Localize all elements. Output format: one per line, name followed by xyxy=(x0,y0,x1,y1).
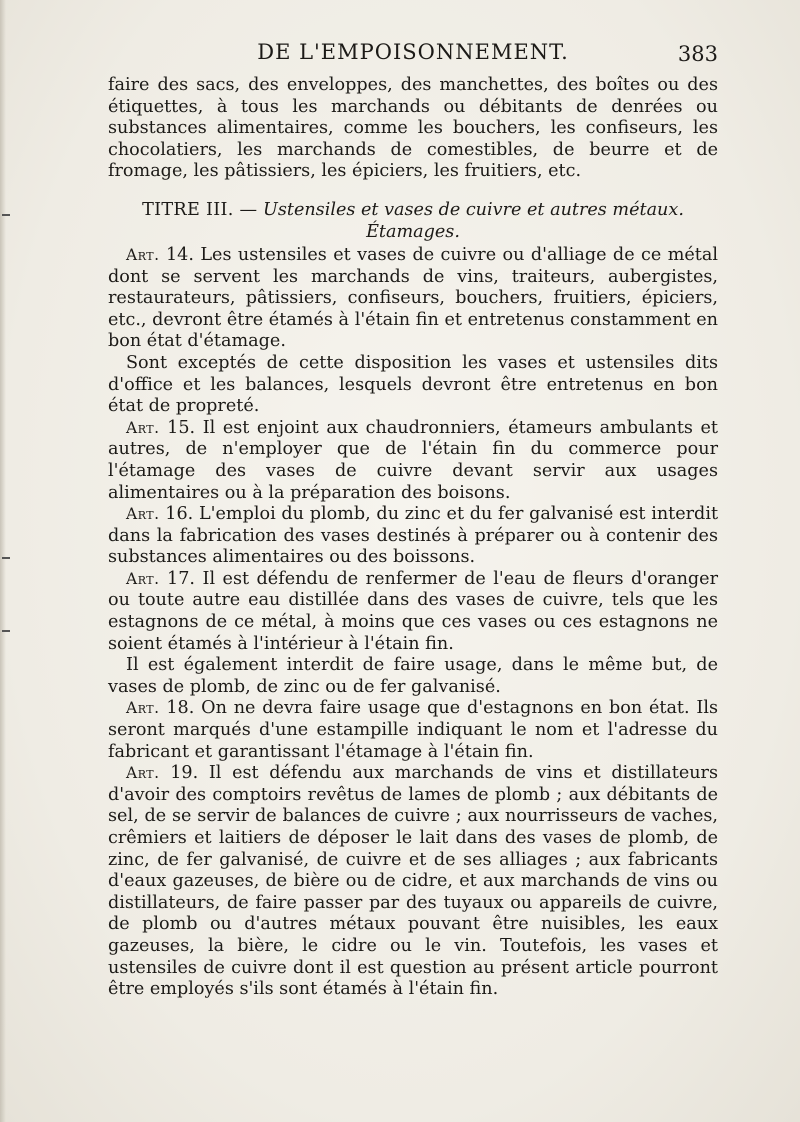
article-15 xyxy=(108,418,718,504)
article-text: Il est défendu de renfermer de l'eau de fleurs d'oranger ou toute autre eau distillée dans des vases de cuivre, tels que les estagnons de ce métal, à moins que ces vases ou ces estagnons ne soient étamés à l'intérieur à l'étain fin. xyxy=(108,568,719,654)
running-header xyxy=(108,38,718,72)
titre-subject: Ustensiles et vases de cuivre et autres métaux. xyxy=(263,199,684,220)
section-heading xyxy=(108,199,718,243)
article-text: Il est défendu aux marchands de vins et distillateurs d'avoir des comptoirs revêtus de lames de plomb ; aux débitants de sel, de se servir de balances de cuivre ; aux nourrisseurs de vaches, crêmiers et laitiers de déposer le lait dans des vases de plomb, de zinc, de fer galvanisé, de cuivre et de ses alliages ; aux fabricants d'eaux gazeuses, de bière ou de cidre, et aux marchands de vins ou distillateurs, de faire passer par des tuyaux ou appareils de cuivre, de plomb ou d'autres métaux pouvant être nuisibles, les eaux gazeuses, la bière, le cidre ou le vin. Toutefois, les vases et ustensiles de cuivre dont il est question au présent article pourront être employés s'ils sont étamés à l'étain fin. xyxy=(108,763,718,1000)
article-label: Art. xyxy=(126,505,160,524)
article-19 xyxy=(108,763,718,1001)
article-text: On ne devra faire usage que d'estagnons en bon état. Ils seront marqués d'une estampille indiquant le nom et l'adresse du fabricant et garantissant l'étamage à l'étain fin. xyxy=(108,698,719,762)
titre-label: TITRE III. — xyxy=(142,199,258,220)
article-17-extra: Il est également interdit de faire usage, dans le même but, de vases de plomb, de zinc ou de fer galvanisé. xyxy=(108,655,718,697)
intro-paragraph: faire des sacs, des enveloppes, des manchettes, des boîtes ou des étiquettes, à tous les marchands ou débitants de denrées ou substances alimentaires, comme les bouchers, les confiseurs, les chocolatiers, les marchands de comestibles, de beurre et de fromage, les pâtissiers, les épiciers, les fruitiers, etc. xyxy=(108,75,718,182)
article-18 xyxy=(108,698,718,763)
article-label: Art. xyxy=(126,699,160,718)
margin-mark xyxy=(2,630,10,632)
article-number: 18. xyxy=(166,698,195,719)
article-text: Les ustensiles et vases de cuivre ou d'alliage de ce métal dont se servent les marchands de vins, traiteurs, aubergistes, restaurateurs, pâtissiers, confiseurs, bouchers, fruitiers, épiciers, etc., devront être étamés à l'étain fin et entretenus constamment en bon état d'étamage. xyxy=(108,244,718,352)
article-label: Art. xyxy=(126,245,160,264)
article-14 xyxy=(108,245,718,353)
body-text xyxy=(108,75,718,1001)
article-number: 19. xyxy=(170,763,199,784)
running-title: DE L'EMPOISONNEMENT. xyxy=(257,40,569,64)
titre-subtitle: Étamages. xyxy=(366,221,460,242)
article-number: 14. xyxy=(165,244,194,265)
article-17 xyxy=(108,569,718,655)
margin-mark xyxy=(2,214,10,216)
article-16 xyxy=(108,504,718,569)
article-text: L'emploi du plomb, du zinc et du fer galvanisé est interdit dans la fabrication des vases destinés à préparer ou à contenir des substances alimentaires ou des boissons. xyxy=(108,504,719,568)
page-edge-shadow xyxy=(0,0,6,1122)
article-text: Il est enjoint aux chaudronniers, étameurs ambulants et autres, de n'employer que de l'étain fin du commerce pour l'étamage des vases de cuivre devant servir aux usages alimentaires ou à la préparation des boisons. xyxy=(108,417,718,503)
article-number: 15. xyxy=(167,417,196,438)
article-label: Art. xyxy=(126,569,160,588)
page-number: 383 xyxy=(677,42,718,66)
article-label: Art. xyxy=(126,764,160,783)
article-14-extra: Sont exceptés de cette disposition les vases et ustensiles dits d'office et les balances, lesquels devront être entretenus en bon état de propreté. xyxy=(108,352,718,417)
margin-mark xyxy=(2,557,10,559)
article-number: 16. xyxy=(165,504,194,525)
article-number: 17. xyxy=(167,568,196,589)
article-label: Art. xyxy=(126,418,160,437)
